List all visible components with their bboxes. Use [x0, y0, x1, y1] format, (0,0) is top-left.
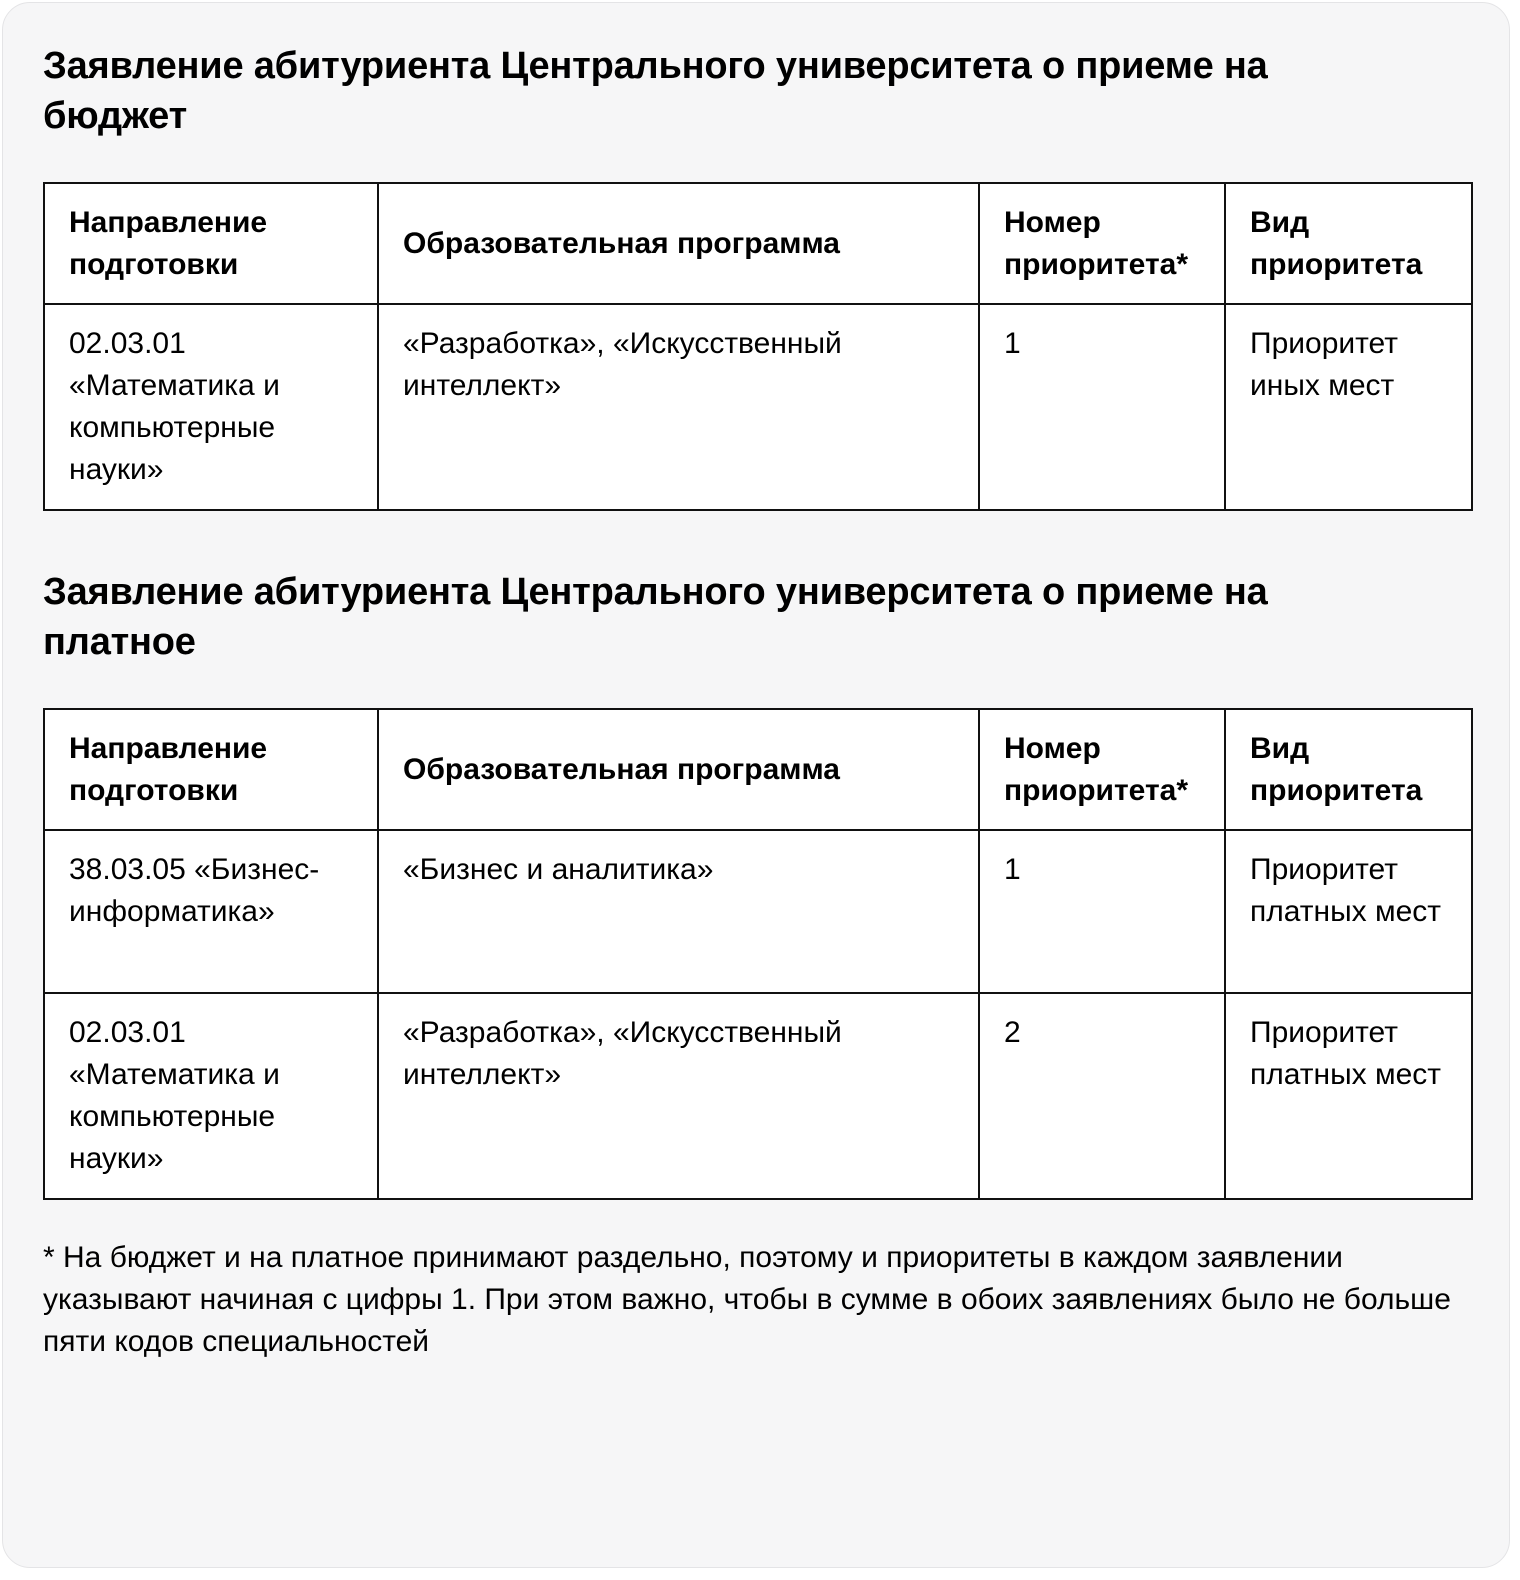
paid-application-table: [43, 708, 1473, 1200]
cell-program: «Разработка», «Искусственный интеллект»: [378, 993, 979, 1199]
header-priority-type: Вид приоритета: [1225, 183, 1472, 304]
header-priority-type: Вид приоритета: [1225, 709, 1472, 830]
budget-application-table: [43, 182, 1473, 511]
cell-priority-type: Приоритет иных мест: [1225, 304, 1472, 510]
cell-priority-type: Приоритет платных мест: [1225, 993, 1472, 1199]
header-program: Образовательная программа: [378, 709, 979, 830]
header-priority-number: Номер приоритета*: [979, 183, 1225, 304]
table-header-row: [44, 183, 1472, 304]
table-header-row: [44, 709, 1472, 830]
cell-priority-number: 2: [979, 993, 1225, 1199]
table-row: [44, 830, 1472, 993]
budget-section-title: Заявление абитуриента Центрального университета о приеме на бюджет: [43, 45, 1268, 137]
table-row: [44, 304, 1472, 510]
cell-program: «Разработка», «Искусственный интеллект»: [378, 304, 979, 510]
cell-direction: 38.03.05 «Бизнес-информатика»: [44, 830, 378, 993]
cell-direction: 02.03.01 «Математика и компьютерные науки»: [44, 993, 378, 1199]
content-card: [2, 2, 1510, 1568]
table-row: [44, 993, 1472, 1199]
header-priority-number: Номер приоритета*: [979, 709, 1225, 830]
cell-direction: 02.03.01 «Математика и компьютерные науки»: [44, 304, 378, 510]
cell-program: «Бизнес и аналитика»: [378, 830, 979, 993]
cell-priority-number: 1: [979, 304, 1225, 510]
paid-section-title: Заявление абитуриента Центрального университета о приеме на платное: [43, 571, 1268, 663]
header-program: Образовательная программа: [378, 183, 979, 304]
footnote: * На бюджет и на платное принимают раздельно, поэтому и приоритеты в каждом заявлении указывают начиная с цифры 1. При этом важно, чтобы в сумме в обоих заявлениях было не больше пяти кодов специальностей: [43, 1241, 1451, 1358]
cell-priority-type: Приоритет платных мест: [1225, 830, 1472, 993]
header-direction: Направление подготовки: [44, 709, 378, 830]
header-direction: Направление подготовки: [44, 183, 378, 304]
cell-priority-number: 1: [979, 830, 1225, 993]
